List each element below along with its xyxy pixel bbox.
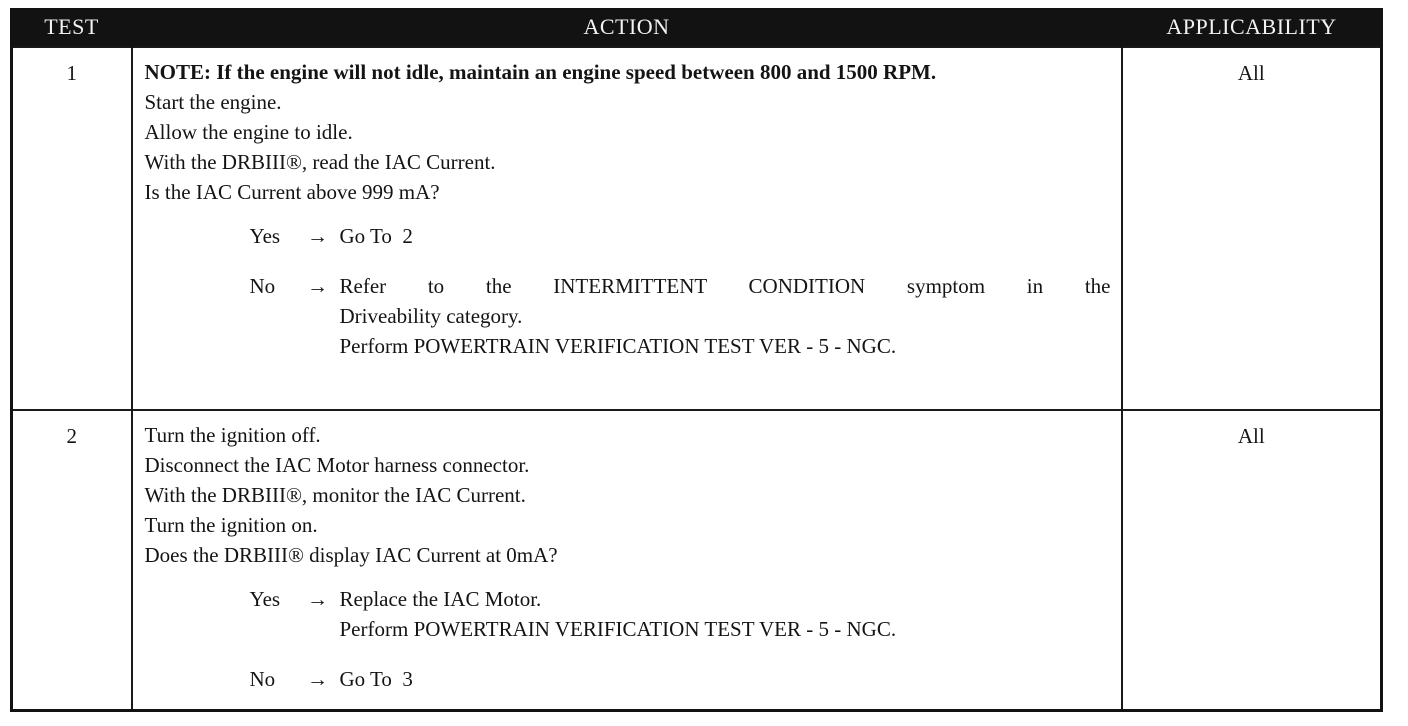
result-line: Refer to the INTERMITTENT CONDITION symptom in the	[339, 274, 1111, 298]
step-text: Turn the ignition on.	[144, 513, 318, 537]
applicability-cell	[1122, 47, 1382, 410]
step-text: Turn the ignition off.	[144, 423, 321, 447]
action-cell	[132, 410, 1122, 710]
note-text: NOTE: If the engine will not idle, maintain an engine speed between 800 and 1500 RPM.	[144, 60, 937, 84]
question-text: Is the IAC Current above 999 mA?	[144, 180, 440, 204]
right-arrow-icon: →	[307, 224, 328, 248]
step-text: Disconnect the IAC Motor harness connector.	[144, 453, 530, 477]
step-text: Allow the engine to idle.	[144, 120, 353, 144]
question-text: Does the DRBIII® display IAC Current at 0mA?	[144, 543, 558, 567]
table-row	[12, 47, 1382, 410]
applicability-cell	[1122, 410, 1382, 710]
applicability-value: All	[1237, 61, 1265, 85]
result-label: No	[249, 667, 276, 691]
result-text	[340, 271, 1113, 361]
result-yes	[250, 221, 1113, 251]
applicability-value: All	[1237, 424, 1265, 448]
right-arrow-icon: →	[307, 587, 328, 611]
result-text	[340, 664, 1113, 694]
diagnostic-procedure-page	[10, 8, 1380, 712]
result-line: Perform POWERTRAIN VERIFICATION TEST VER - 5 - NGC.	[339, 334, 897, 358]
result-label: Yes	[249, 587, 281, 611]
result-text	[340, 584, 1113, 644]
result-text	[340, 221, 1113, 251]
table-header-row	[12, 8, 1382, 47]
result-line: Go To 2	[339, 224, 413, 248]
result-yes	[250, 584, 1113, 644]
action-cell	[132, 47, 1122, 410]
header-applicability: APPLICABILITY	[1122, 8, 1382, 47]
header-action: ACTION	[132, 8, 1122, 47]
test-number-cell	[12, 410, 132, 710]
right-arrow-icon: →	[307, 667, 328, 691]
test-number-cell	[12, 47, 132, 410]
header-test: TEST	[12, 8, 132, 47]
result-no	[250, 664, 1113, 694]
result-line: Perform POWERTRAIN VERIFICATION TEST VER - 5 - NGC.	[339, 617, 897, 641]
result-list	[145, 584, 1113, 694]
result-line: Go To 3	[339, 667, 413, 691]
result-line: Driveability category.	[339, 304, 523, 328]
result-label: No	[249, 274, 276, 298]
result-no	[250, 271, 1113, 361]
diagnostic-test-table	[10, 8, 1383, 712]
table-row	[12, 410, 1382, 710]
step-text: With the DRBIII®, monitor the IAC Current.	[144, 483, 526, 507]
test-number: 2	[66, 424, 77, 448]
result-label: Yes	[249, 224, 281, 248]
step-text: Start the engine.	[144, 90, 282, 114]
result-line: Replace the IAC Motor.	[339, 587, 542, 611]
test-number: 1	[66, 61, 77, 85]
step-text: With the DRBIII®, read the IAC Current.	[144, 150, 496, 174]
right-arrow-icon: →	[307, 274, 328, 298]
result-list	[145, 221, 1113, 361]
